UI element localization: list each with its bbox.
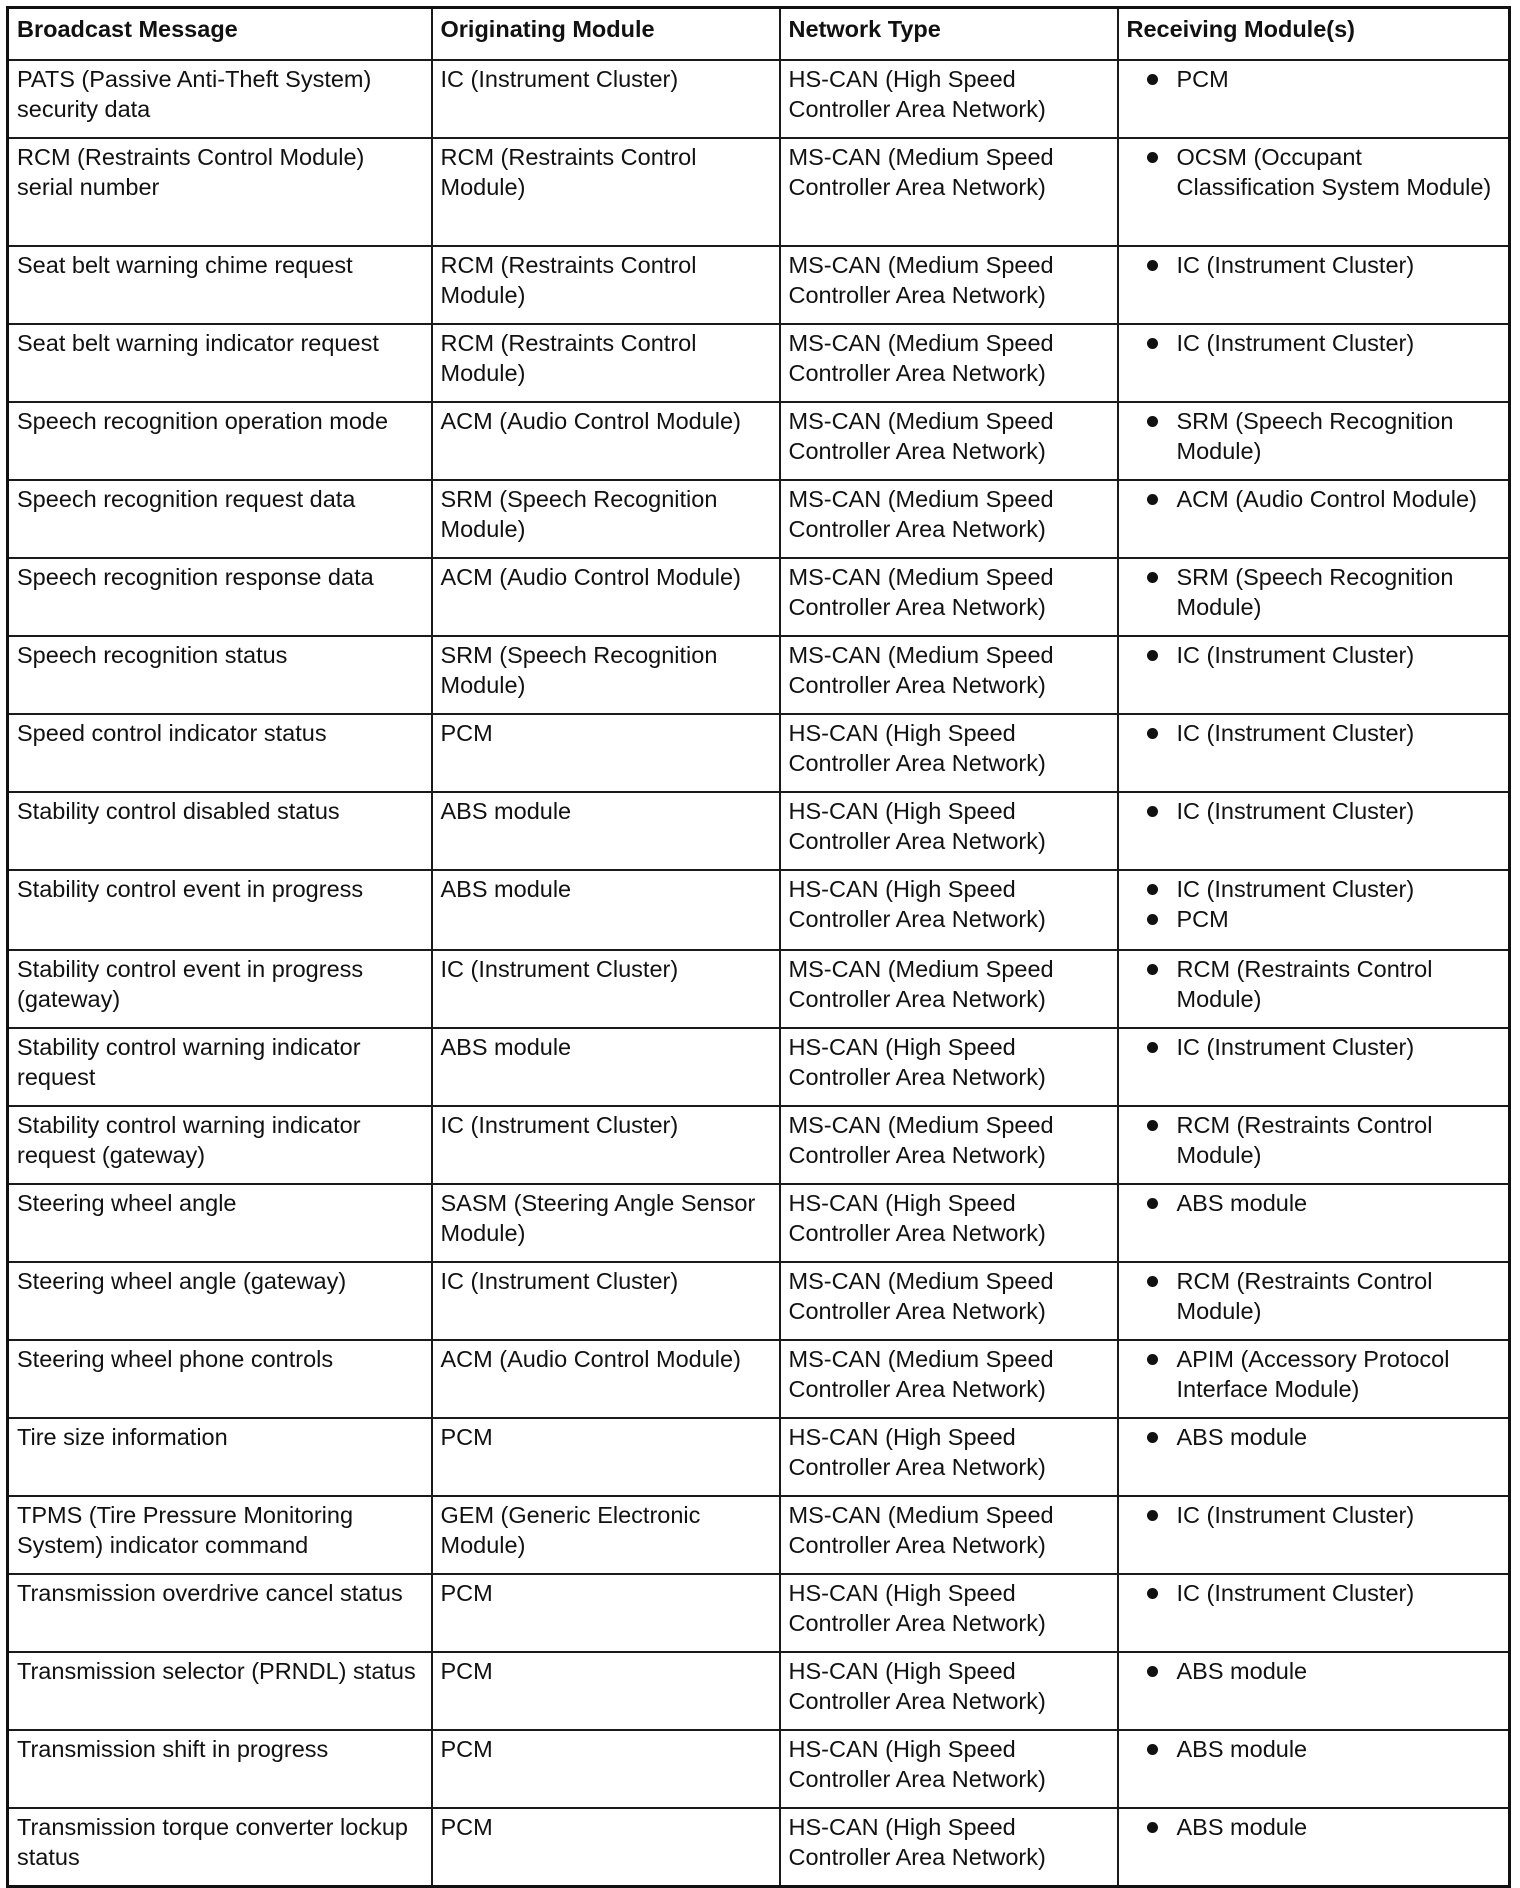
receiver-item [1127,1734,1501,1764]
bullet-icon [1147,338,1158,349]
receiver-list [1127,64,1501,94]
cell-network-type: MS-CAN (Medium Speed Controller Area Network) [780,1262,1118,1340]
table-row [8,480,1510,558]
receiver-list [1127,1500,1501,1530]
table-row [8,1418,1510,1496]
receiver-label: ABS module [1176,1658,1308,1684]
bullet-icon [1147,1588,1158,1599]
receiver-label: ABS module [1176,1190,1308,1216]
document-page [6,6,1508,1888]
cell-network-type: MS-CAN (Medium Speed Controller Area Network) [780,1496,1118,1574]
cell-receiving-modules [1118,1574,1510,1652]
cell-originating-module: ACM (Audio Control Module) [432,402,780,480]
cell-originating-module: PCM [432,1808,780,1886]
table-row [8,636,1510,714]
cell-broadcast-message: Transmission torque converter lockup status [8,1808,432,1886]
receiver-label: APIM (Accessory Protocol Interface Module) [1176,1346,1450,1402]
receiver-list [1127,796,1501,826]
cell-network-type: HS-CAN (High Speed Controller Area Network) [780,1574,1118,1652]
cell-broadcast-message: PATS (Passive Anti-Theft System) security data [8,60,432,138]
cell-broadcast-message: Speech recognition request data [8,480,432,558]
receiver-item [1127,562,1501,622]
cell-broadcast-message: Stability control warning indicator request [8,1028,432,1106]
receiver-item [1127,1500,1501,1530]
receiver-label: RCM (Restraints Control Module) [1176,1112,1433,1168]
cell-network-type: HS-CAN (High Speed Controller Area Network) [780,1418,1118,1496]
cell-receiving-modules [1118,1418,1510,1496]
bullet-icon [1147,1666,1158,1677]
cell-receiving-modules [1118,324,1510,402]
receiver-label: IC (Instrument Cluster) [1176,330,1415,356]
receiver-label: IC (Instrument Cluster) [1176,1580,1415,1606]
cell-network-type: HS-CAN (High Speed Controller Area Network) [780,1808,1118,1886]
receiver-list [1127,1578,1501,1608]
cell-broadcast-message: RCM (Restraints Control Module) serial number [8,138,432,246]
bullet-icon [1147,74,1158,85]
bullet-icon [1147,1042,1158,1053]
bullet-icon [1147,494,1158,505]
receiver-item [1127,874,1501,904]
cell-broadcast-message: Stability control disabled status [8,792,432,870]
cell-receiving-modules [1118,1652,1510,1730]
bullet-icon [1147,260,1158,271]
receiver-label: ABS module [1176,1814,1308,1840]
cell-network-type: HS-CAN (High Speed Controller Area Network) [780,870,1118,950]
cell-originating-module: RCM (Restraints Control Module) [432,324,780,402]
cell-receiving-modules [1118,792,1510,870]
receiver-list [1127,328,1501,358]
bullet-icon [1147,416,1158,427]
table-row [8,324,1510,402]
table-row [8,792,1510,870]
receiver-label: ABS module [1176,1736,1308,1762]
cell-originating-module: PCM [432,1730,780,1808]
cell-originating-module: PCM [432,1574,780,1652]
receiver-label: IC (Instrument Cluster) [1176,252,1415,278]
receiver-label: SRM (Speech Recognition Module) [1176,564,1454,620]
bullet-icon [1147,1432,1158,1443]
receiver-item [1127,718,1501,748]
table-row [8,138,1510,246]
receiver-list [1127,562,1501,622]
cell-broadcast-message: Steering wheel angle (gateway) [8,1262,432,1340]
table-row [8,1574,1510,1652]
cell-network-type: HS-CAN (High Speed Controller Area Network) [780,1184,1118,1262]
receiver-item [1127,1578,1501,1608]
receiver-label: IC (Instrument Cluster) [1176,1034,1415,1060]
receiver-list [1127,142,1501,202]
table-row [8,1652,1510,1730]
bullet-icon [1147,914,1158,925]
cell-broadcast-message: Speech recognition operation mode [8,402,432,480]
cell-originating-module: SRM (Speech Recognition Module) [432,480,780,558]
cell-broadcast-message: Stability control event in progress (gateway) [8,950,432,1028]
cell-broadcast-message: Transmission selector (PRNDL) status [8,1652,432,1730]
receiver-item [1127,484,1501,514]
table-row [8,1340,1510,1418]
receiver-list [1127,406,1501,466]
cell-network-type: HS-CAN (High Speed Controller Area Network) [780,1028,1118,1106]
cell-receiving-modules [1118,1496,1510,1574]
table-row [8,402,1510,480]
cell-receiving-modules [1118,1106,1510,1184]
receiver-list [1127,1734,1501,1764]
table-row [8,1106,1510,1184]
receiver-item [1127,64,1501,94]
receiver-label: IC (Instrument Cluster) [1176,798,1415,824]
receiver-item [1127,640,1501,670]
cell-originating-module: PCM [432,1418,780,1496]
receiver-label: IC (Instrument Cluster) [1176,1502,1415,1528]
receiver-item [1127,1422,1501,1452]
cell-receiving-modules [1118,480,1510,558]
receiver-list [1127,954,1501,1014]
cell-originating-module: ABS module [432,870,780,950]
cell-originating-module: SRM (Speech Recognition Module) [432,636,780,714]
cell-network-type: HS-CAN (High Speed Controller Area Network) [780,714,1118,792]
bullet-icon [1147,884,1158,895]
table-header-row [8,8,1510,61]
cell-broadcast-message: TPMS (Tire Pressure Monitoring System) indicator command [8,1496,432,1574]
cell-receiving-modules [1118,1028,1510,1106]
cell-broadcast-message: Speed control indicator status [8,714,432,792]
receiver-list [1127,250,1501,280]
receiver-item [1127,904,1501,934]
cell-network-type: MS-CAN (Medium Speed Controller Area Network) [780,558,1118,636]
bullet-icon [1147,1120,1158,1131]
cell-broadcast-message: Stability control warning indicator request (gateway) [8,1106,432,1184]
cell-network-type: HS-CAN (High Speed Controller Area Network) [780,1730,1118,1808]
table-row [8,246,1510,324]
table-body [8,60,1510,1886]
receiver-label: ACM (Audio Control Module) [1176,486,1477,512]
receiver-label: PCM [1176,906,1229,932]
cell-receiving-modules [1118,714,1510,792]
cell-receiving-modules [1118,1808,1510,1886]
receiver-label: IC (Instrument Cluster) [1176,642,1415,668]
table-row [8,1184,1510,1262]
receiver-list [1127,1188,1501,1218]
cell-broadcast-message: Seat belt warning chime request [8,246,432,324]
cell-receiving-modules [1118,1262,1510,1340]
bullet-icon [1147,964,1158,975]
receiver-label: RCM (Restraints Control Module) [1176,1268,1433,1324]
cell-receiving-modules [1118,950,1510,1028]
table-row [8,1730,1510,1808]
table-row [8,1496,1510,1574]
cell-network-type: MS-CAN (Medium Speed Controller Area Network) [780,636,1118,714]
table-row [8,60,1510,138]
cell-originating-module: GEM (Generic Electronic Module) [432,1496,780,1574]
cell-originating-module: RCM (Restraints Control Module) [432,246,780,324]
receiver-list [1127,1656,1501,1686]
receiver-item [1127,796,1501,826]
header-broadcast-message: Broadcast Message [8,8,432,61]
receiver-label: PCM [1176,66,1229,92]
header-originating-module: Originating Module [432,8,780,61]
cell-receiving-modules [1118,636,1510,714]
bullet-icon [1147,728,1158,739]
cell-broadcast-message: Stability control event in progress [8,870,432,950]
receiver-list [1127,1032,1501,1062]
cell-receiving-modules [1118,558,1510,636]
cell-originating-module: RCM (Restraints Control Module) [432,138,780,246]
cell-broadcast-message: Speech recognition response data [8,558,432,636]
table-row [8,870,1510,950]
bullet-icon [1147,1744,1158,1755]
receiver-list [1127,640,1501,670]
cell-receiving-modules [1118,138,1510,246]
table-row [8,1028,1510,1106]
table-row [8,1262,1510,1340]
bullet-icon [1147,1510,1158,1521]
cell-network-type: MS-CAN (Medium Speed Controller Area Network) [780,324,1118,402]
cell-broadcast-message: Speech recognition status [8,636,432,714]
bullet-icon [1147,152,1158,163]
receiver-item [1127,1188,1501,1218]
cell-network-type: HS-CAN (High Speed Controller Area Network) [780,792,1118,870]
table-row [8,714,1510,792]
receiver-list [1127,718,1501,748]
receiver-label: ABS module [1176,1424,1308,1450]
receiver-list [1127,874,1501,934]
header-receiving-modules: Receiving Module(s) [1118,8,1510,61]
cell-originating-module: ABS module [432,1028,780,1106]
receiver-item [1127,1812,1501,1842]
cell-network-type: MS-CAN (Medium Speed Controller Area Network) [780,138,1118,246]
table-row [8,1808,1510,1886]
cell-originating-module: IC (Instrument Cluster) [432,1106,780,1184]
cell-originating-module: IC (Instrument Cluster) [432,950,780,1028]
receiver-item [1127,1266,1501,1326]
cell-receiving-modules [1118,402,1510,480]
cell-originating-module: PCM [432,714,780,792]
bullet-icon [1147,650,1158,661]
cell-network-type: MS-CAN (Medium Speed Controller Area Network) [780,402,1118,480]
receiver-item [1127,1656,1501,1686]
receiver-list [1127,484,1501,514]
cell-network-type: MS-CAN (Medium Speed Controller Area Network) [780,480,1118,558]
cell-receiving-modules [1118,1184,1510,1262]
receiver-label: SRM (Speech Recognition Module) [1176,408,1454,464]
cell-network-type: HS-CAN (High Speed Controller Area Network) [780,60,1118,138]
cell-network-type: MS-CAN (Medium Speed Controller Area Network) [780,246,1118,324]
receiver-label: IC (Instrument Cluster) [1176,876,1415,902]
bullet-icon [1147,1822,1158,1833]
cell-receiving-modules [1118,870,1510,950]
receiver-item [1127,328,1501,358]
cell-receiving-modules [1118,246,1510,324]
header-network-type: Network Type [780,8,1118,61]
broadcast-message-table [6,6,1511,1888]
bullet-icon [1147,572,1158,583]
cell-receiving-modules [1118,60,1510,138]
cell-broadcast-message: Seat belt warning indicator request [8,324,432,402]
cell-network-type: MS-CAN (Medium Speed Controller Area Network) [780,1106,1118,1184]
cell-originating-module: SASM (Steering Angle Sensor Module) [432,1184,780,1262]
receiver-list [1127,1812,1501,1842]
bullet-icon [1147,1198,1158,1209]
receiver-label: OCSM (Occupant Classification System Module) [1176,144,1492,200]
receiver-label: RCM (Restraints Control Module) [1176,956,1433,1012]
receiver-list [1127,1344,1501,1404]
receiver-item [1127,954,1501,1014]
bullet-icon [1147,806,1158,817]
cell-originating-module: PCM [432,1652,780,1730]
receiver-item [1127,250,1501,280]
cell-network-type: HS-CAN (High Speed Controller Area Network) [780,1652,1118,1730]
cell-network-type: MS-CAN (Medium Speed Controller Area Network) [780,1340,1118,1418]
cell-broadcast-message: Tire size information [8,1418,432,1496]
receiver-item [1127,1110,1501,1170]
cell-originating-module: IC (Instrument Cluster) [432,1262,780,1340]
cell-broadcast-message: Transmission shift in progress [8,1730,432,1808]
cell-originating-module: ABS module [432,792,780,870]
cell-originating-module: ACM (Audio Control Module) [432,558,780,636]
receiver-label: IC (Instrument Cluster) [1176,720,1415,746]
table-row [8,950,1510,1028]
cell-originating-module: IC (Instrument Cluster) [432,60,780,138]
receiver-item [1127,1032,1501,1062]
receiver-item [1127,406,1501,466]
cell-broadcast-message: Steering wheel phone controls [8,1340,432,1418]
receiver-list [1127,1266,1501,1326]
receiver-list [1127,1422,1501,1452]
cell-broadcast-message: Steering wheel angle [8,1184,432,1262]
receiver-item [1127,142,1501,202]
bullet-icon [1147,1276,1158,1287]
table-row [8,558,1510,636]
receiver-list [1127,1110,1501,1170]
cell-broadcast-message: Transmission overdrive cancel status [8,1574,432,1652]
cell-originating-module: ACM (Audio Control Module) [432,1340,780,1418]
receiver-item [1127,1344,1501,1404]
cell-receiving-modules [1118,1340,1510,1418]
cell-receiving-modules [1118,1730,1510,1808]
bullet-icon [1147,1354,1158,1365]
cell-network-type: MS-CAN (Medium Speed Controller Area Network) [780,950,1118,1028]
